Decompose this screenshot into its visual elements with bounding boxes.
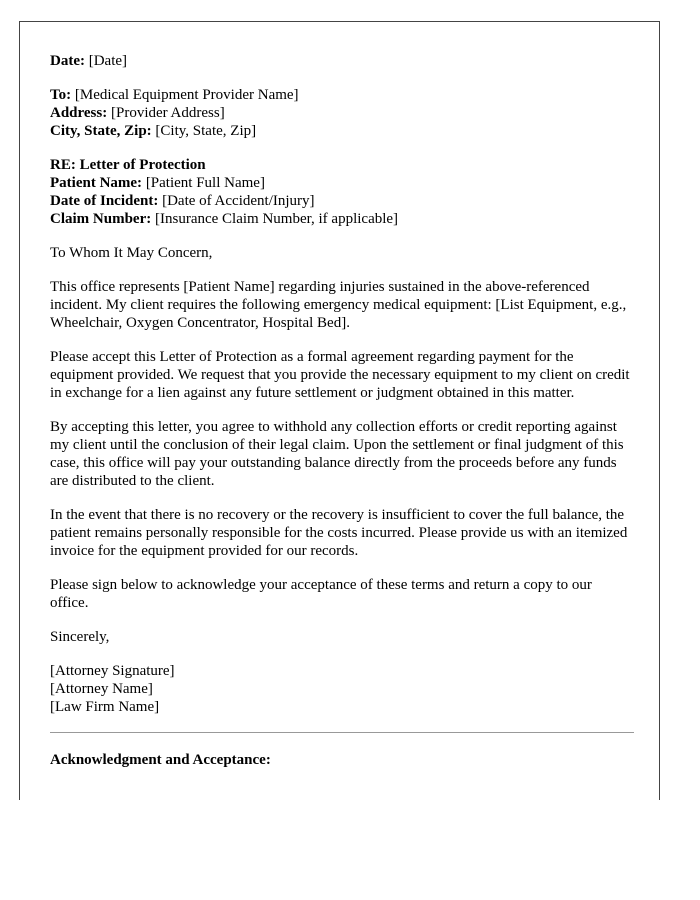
to-line [50,86,634,104]
date-value: [Date] [88,53,128,69]
to-label: To: [50,87,72,103]
body-paragraph: Please accept this Letter of Protection as a formal agreement regarding payment for the equipment provided. We request that you provide the necessary equipment to my client on credit in exchange for a lien against any future settlement or judgment obtained in this matter. [50,349,630,401]
body-paragraph: This office represents [Patient Name] regarding injuries sustained in the above-referenced incident. My client requires the following emergency medical equipment: [List Equipment, e.g., Wheelchair, Oxygen Concentrator, Hospital Bed]. [50,279,627,331]
signature-block [50,662,634,716]
body-paragraph: By accepting this letter, you agree to withhold any collection efforts or credit reporting against my client until the conclusion of their legal claim. Upon the settlement or final judgment of this case, this office will pay your outstanding balance directly from the proceeds before any funds are distributed to the client. [50,419,624,489]
attorney-name: [Attorney Name] [50,681,153,697]
section-divider [50,732,634,733]
signature-line: [Attorney Signature] [50,663,175,679]
claim-value: [Insurance Claim Number, if applicable] [155,211,399,227]
incident-label: Date of Incident: [50,193,159,209]
incident-line [50,192,634,210]
reference-block [50,156,634,228]
to-value: [Medical Equipment Provider Name] [74,87,299,103]
claim-line [50,210,634,228]
acknowledgment-heading: Acknowledgment and Acceptance: [50,752,271,768]
letter-page [19,21,660,800]
city-value: [City, State, Zip] [155,123,257,139]
patient-label: Patient Name: [50,175,143,191]
body-paragraph: In the event that there is no recovery or the recovery is insufficient to cover the full balance, the patient remains personally responsible for the costs incurred. Please provide us with an itemized invoice for the equipment provided for our records. [50,507,628,559]
address-label: Address: [50,105,108,121]
city-line [50,122,634,140]
closing: Sincerely, [50,629,110,645]
patient-line [50,174,634,192]
patient-value: [Patient Full Name] [145,175,265,191]
re-line: RE: Letter of Protection [50,157,206,173]
date-block [50,52,634,70]
incident-value: [Date of Accident/Injury] [162,193,315,209]
body-paragraph: Please sign below to acknowledge your acceptance of these terms and return a copy to our office. [50,577,592,611]
salutation: To Whom It May Concern, [50,245,213,261]
letter-content [50,52,634,785]
law-firm-name: [Law Firm Name] [50,699,160,715]
address-line [50,104,634,122]
claim-label: Claim Number: [50,211,152,227]
city-label: City, State, Zip: [50,123,152,139]
recipient-block [50,86,634,140]
address-value: [Provider Address] [110,105,225,121]
date-label: Date: [50,53,85,69]
